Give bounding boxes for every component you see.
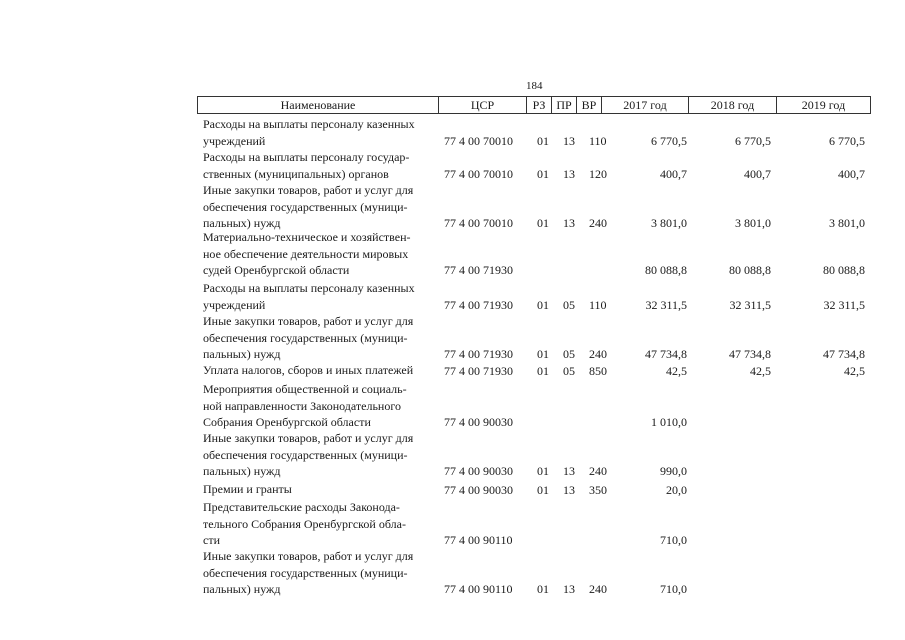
row-csr: 77 4 00 71930 [444,363,513,378]
row-2017: 80 088,8 [645,262,687,277]
row-name: Расходы на выплаты персоналу казенных учреждений [203,281,415,312]
row-vr: 240 [589,346,607,361]
row-csr: 77 4 00 71930 [444,346,513,361]
row-2019: 80 088,8 [823,262,865,277]
row-2017: 20,0 [666,482,687,497]
row-2019: 400,7 [838,166,865,181]
row-2017: 400,7 [660,166,687,181]
row-vr: 110 [589,133,607,148]
header-rz: РЗ [527,97,552,113]
row-csr: 77 4 00 90110 [444,581,513,596]
row-rz: 01 [537,463,549,478]
row-2018: 3 801,0 [735,215,771,230]
row-rz: 01 [537,346,549,361]
row-pr: 13 [563,581,575,596]
header-2018: 2018 год [689,97,777,113]
row-vr: 850 [589,363,607,378]
row-2017: 6 770,5 [651,133,687,148]
header-csr: ЦСР [439,97,527,113]
header-pr: ПР [552,97,577,113]
row-name: Материально-техническое и хозяйствен- ное обеспечение деятельности мировых судей Оренбургской области [203,230,411,277]
row-name: Иные закупки товаров, работ и услуг для обеспечения государственных (муници- пальных) нужд [203,431,414,478]
row-csr: 77 4 00 90030 [444,463,513,478]
row-pr: 13 [563,215,575,230]
table-row [0,280,905,313]
row-pr: 05 [563,363,575,378]
row-2017: 3 801,0 [651,215,687,230]
row-2017: 32 311,5 [645,297,687,312]
row-2018: 6 770,5 [735,133,771,148]
row-2018: 32 311,5 [729,297,771,312]
row-pr: 05 [563,346,575,361]
row-2019: 47 734,8 [823,346,865,361]
row-2017: 710,0 [660,581,687,596]
row-2018: 400,7 [744,166,771,181]
row-rz: 01 [537,215,549,230]
row-vr: 240 [589,215,607,230]
table-row [0,362,905,379]
row-rz: 01 [537,363,549,378]
row-csr: 77 4 00 90030 [444,414,513,429]
row-csr: 77 4 00 70010 [444,133,513,148]
row-csr: 77 4 00 90030 [444,482,513,497]
page-number: 184 [526,80,543,92]
row-pr: 13 [563,463,575,478]
table-row [0,116,905,149]
header-2017: 2017 год [602,97,689,113]
table-row [0,430,905,479]
table-row [0,182,905,231]
row-name: Расходы на выплаты персоналу казенных учреждений [203,117,415,148]
row-csr: 77 4 00 71930 [444,297,513,312]
table-row [0,548,905,597]
row-2017: 42,5 [666,363,687,378]
row-csr: 77 4 00 70010 [444,166,513,181]
row-rz: 01 [537,482,549,497]
table-header [197,96,871,114]
row-vr: 120 [589,166,607,181]
row-csr: 77 4 00 70010 [444,215,513,230]
row-2018: 42,5 [750,363,771,378]
table-row [0,481,905,498]
row-vr: 240 [589,581,607,596]
row-name: Премии и гранты [203,482,292,496]
row-2017: 990,0 [660,463,687,478]
row-2017: 47 734,8 [645,346,687,361]
row-name: Представительские расходы Законода- тельного Собрания Оренбургской обла- сти [203,500,406,547]
row-name: Иные закупки товаров, работ и услуг для обеспечения государственных (муници- пальных) нужд [203,314,414,361]
row-name: Иные закупки товаров, работ и услуг для обеспечения государственных (муници- пальных) нужд [203,183,414,230]
row-vr: 350 [589,482,607,497]
row-2019: 3 801,0 [829,215,865,230]
table-row [0,381,905,430]
row-2017: 710,0 [660,532,687,547]
row-vr: 240 [589,463,607,478]
row-name: Мероприятия общественной и социаль- ной направленности Законодательного Собрания Оренбургской области [203,382,407,429]
header-vr: ВР [577,97,602,113]
row-vr: 110 [589,297,607,312]
header-2019: 2019 год [801,98,846,112]
row-2018: 80 088,8 [729,262,771,277]
row-name: Иные закупки товаров, работ и услуг для обеспечения государственных (муници- пальных) нужд [203,549,414,596]
row-2017: 1 010,0 [651,414,687,429]
row-2019: 42,5 [844,363,865,378]
row-2019: 6 770,5 [829,133,865,148]
table-row [0,499,905,548]
row-name: Уплата налогов, сборов и иных платежей [203,363,414,377]
header-name: Наименование [198,97,439,113]
row-rz: 01 [537,581,549,596]
row-pr: 13 [563,133,575,148]
row-pr: 13 [563,166,575,181]
row-pr: 13 [563,482,575,497]
row-pr: 05 [563,297,575,312]
table-row [0,229,905,278]
table-row [0,313,905,362]
table-row [0,149,905,182]
row-rz: 01 [537,297,549,312]
row-2018: 47 734,8 [729,346,771,361]
row-name: Расходы на выплаты персоналу государ- ственных (муниципальных) органов [203,150,410,181]
row-csr: 77 4 00 90110 [444,532,513,547]
row-rz: 01 [537,166,549,181]
row-csr: 77 4 00 71930 [444,262,513,277]
row-2019: 32 311,5 [823,297,865,312]
row-rz: 01 [537,133,549,148]
